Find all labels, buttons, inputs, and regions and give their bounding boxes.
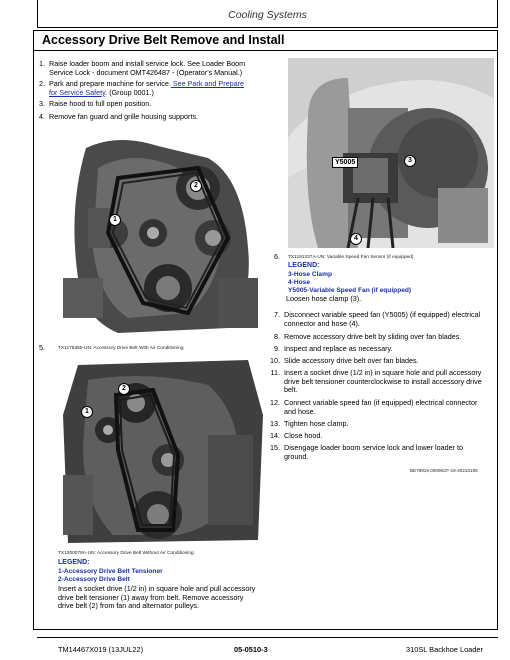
footer-page-number: 05-0510-3 [234,645,268,654]
callout-4: 4 [350,233,362,245]
engine-photo-with-ac [58,128,266,340]
figure3-instruction: Loosen hose clamp (3). [286,294,362,303]
callout-2-fig2: 2 [118,383,130,395]
figure3-caption: TX1191237A-UN: Variable Speed Fan Sensor (if equipped) [288,255,414,260]
header-bottom-rule [37,27,498,28]
engine-illustration-2 [58,355,266,545]
fan-illustration [288,58,494,248]
figure1-caption: TX1178360-UN: Accessory Drive Belt With Air Conditioning [58,346,184,351]
callout-3: 3 [404,155,416,167]
footer-machine-name: 310SL Backhoe Loader [406,645,483,654]
callout-1-fig1: 1 [109,214,121,226]
service-safety-link[interactable]: for Service Safety [49,87,106,97]
footer-doc-id: TM14467X019 (13JUL22) [58,645,144,654]
park-prepare-link[interactable]: See Park and Prepare [170,79,244,88]
legend-item-drive-belt: 2-Accessory Drive Belt [58,576,130,583]
page-title: Accessory Drive Belt Remove and Install [42,33,285,47]
y5005-tag: Y5005 [332,157,358,168]
figure2-legend-title: LEGEND: [58,559,90,566]
figure3-legend-title: LEGEND: [288,262,320,269]
step-1-line-1: Raise loader boom and install service lock. See Loader Boom [49,59,246,68]
callout-1-fig2: 1 [81,406,93,418]
legend-item-hose: 4-Hose [288,279,310,286]
footer-rule [37,637,498,638]
engine-photo-without-ac [58,355,266,545]
figure2-caption: TX1300078A-UN: Accessory Drive Belt Without Air Conditioning [58,551,194,556]
fan-sensor-photo [288,58,494,248]
reference-code: BE78919,00006CF-19-20210105 [410,468,478,473]
legend-item-variable-speed-fan: Y5005-Variable Speed Fan (if equipped) [288,287,412,294]
legend-item-hose-clamp: 3-Hose Clamp [288,271,332,278]
figure2-instruction: Insert a socket drive (1/2 in) in square hole and pull accessory drive belt tensioner (1) away from belt. Remove accessory drive belt (2) from fan and alternator pulleys. [58,584,256,611]
step-1-line-2: Service Lock - document OMT426487 - (Operator's Manual.) [49,67,243,77]
engine-illustration-1 [58,128,266,340]
callout-2-fig1: 2 [190,180,202,192]
title-rule [33,50,498,51]
legend-item-belt-tensioner: 1-Accessory Drive Belt Tensioner [58,568,163,575]
section-title: Cooling Systems [228,9,307,21]
